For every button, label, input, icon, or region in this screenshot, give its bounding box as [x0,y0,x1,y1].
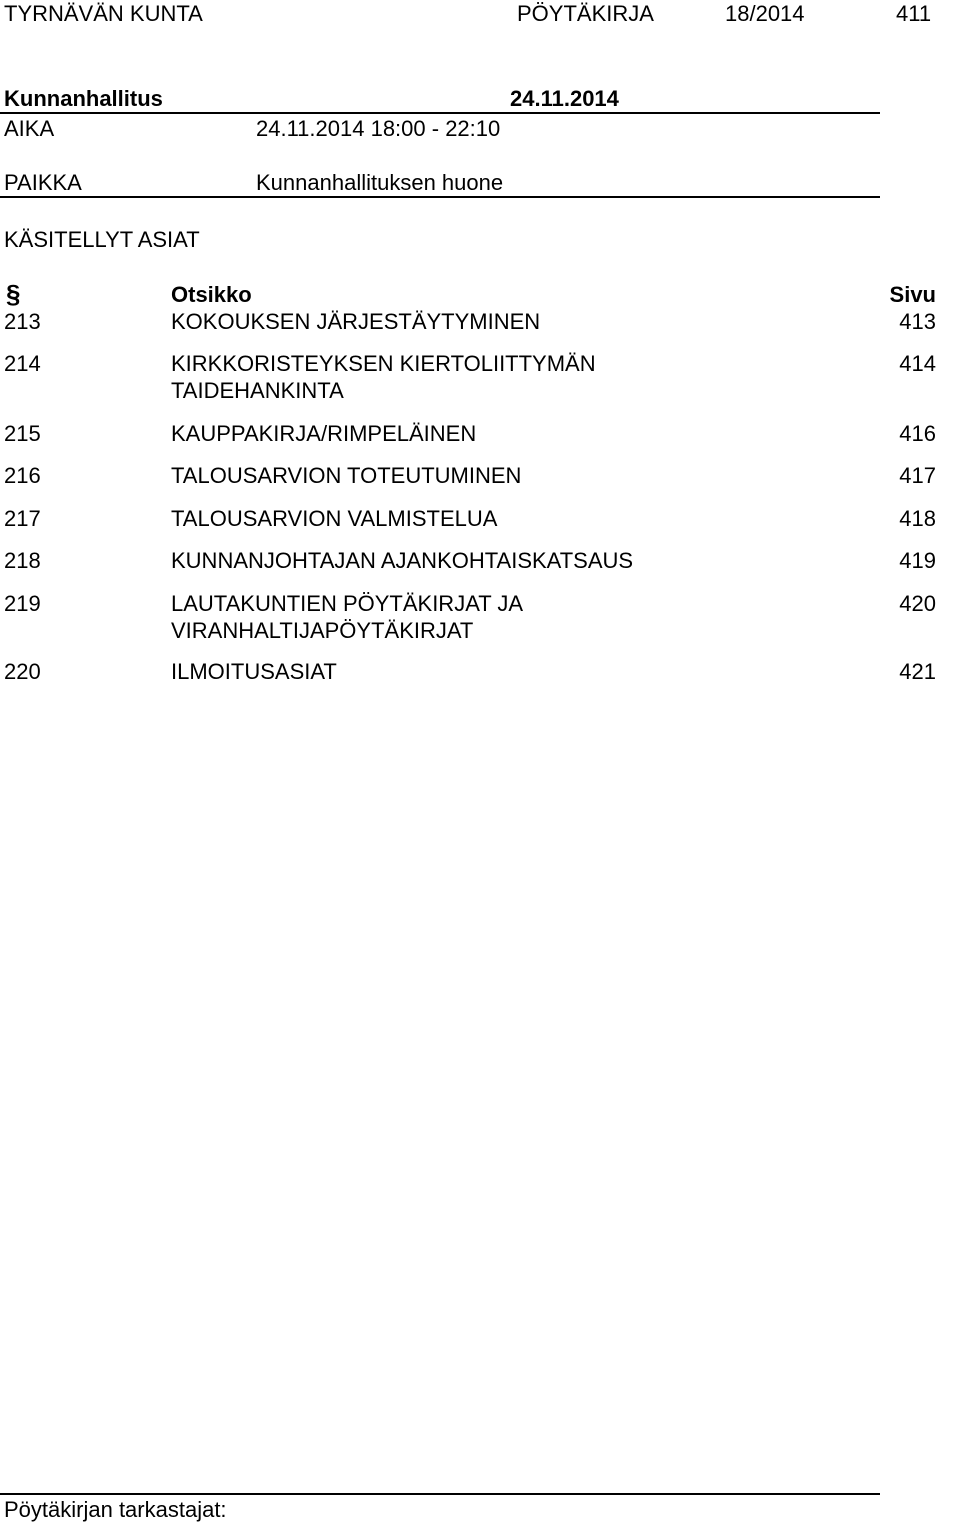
divider [0,112,880,114]
item-page: 417 [899,463,936,488]
document-number: 18/2014 [725,1,805,26]
time-label: AIKA [4,116,55,141]
meeting-date: 24.11.2014 [510,86,619,111]
item-number: 216 [4,463,41,488]
page-number: 411 [896,1,932,26]
meeting-body: Kunnanhallitus [4,86,163,111]
agenda-heading: KÄSITELLYT ASIAT [4,227,200,252]
document-type: PÖYTÄKIRJA [517,1,654,26]
item-title: KIRKKORISTEYKSEN KIERTOLIITTYMÄN TAIDEHANKINTA [171,351,596,403]
item-page: 418 [899,506,936,531]
item-title: KUNNANJOHTAJAN AJANKOHTAISKATSAUS [171,548,634,573]
item-title: TALOUSARVION TOTEUTUMINEN [171,463,522,488]
item-title: LAUTAKUNTIEN PÖYTÄKIRJAT JA VIRANHALTIJAPÖYTÄKIRJAT [171,591,522,643]
item-number: 215 [4,421,41,446]
item-number: 218 [4,548,41,573]
item-page: 419 [899,548,936,573]
item-title: ILMOITUSASIAT [171,659,337,684]
item-title: TALOUSARVION VALMISTELUA [171,506,498,531]
item-number: 214 [4,351,41,376]
time-value: 24.11.2014 18:00 - 22:10 [256,116,501,141]
section-symbol: § [6,279,21,309]
item-number: 220 [4,659,41,684]
reviewers-label: Pöytäkirjan tarkastajat: [4,1497,227,1522]
item-page: 421 [899,659,936,684]
column-header-page: Sivu [889,282,936,307]
item-number: 219 [4,591,41,616]
item-number: 217 [4,506,41,531]
item-title: KOKOUKSEN JÄRJESTÄYTYMINEN [171,309,541,334]
municipality-name: TYRNÄVÄN KUNTA [4,1,203,26]
item-title: KAUPPAKIRJA/RIMPELÄINEN [171,421,477,446]
item-page: 416 [899,421,936,446]
item-page: 413 [899,309,936,334]
item-page: 414 [899,351,936,376]
item-number: 213 [4,309,41,334]
place-label: PAIKKA [4,170,82,195]
column-header-title: Otsikko [171,282,252,307]
place-value: Kunnanhallituksen huone [256,170,504,195]
divider [0,196,880,198]
item-page: 420 [899,591,936,616]
divider [0,1493,880,1495]
